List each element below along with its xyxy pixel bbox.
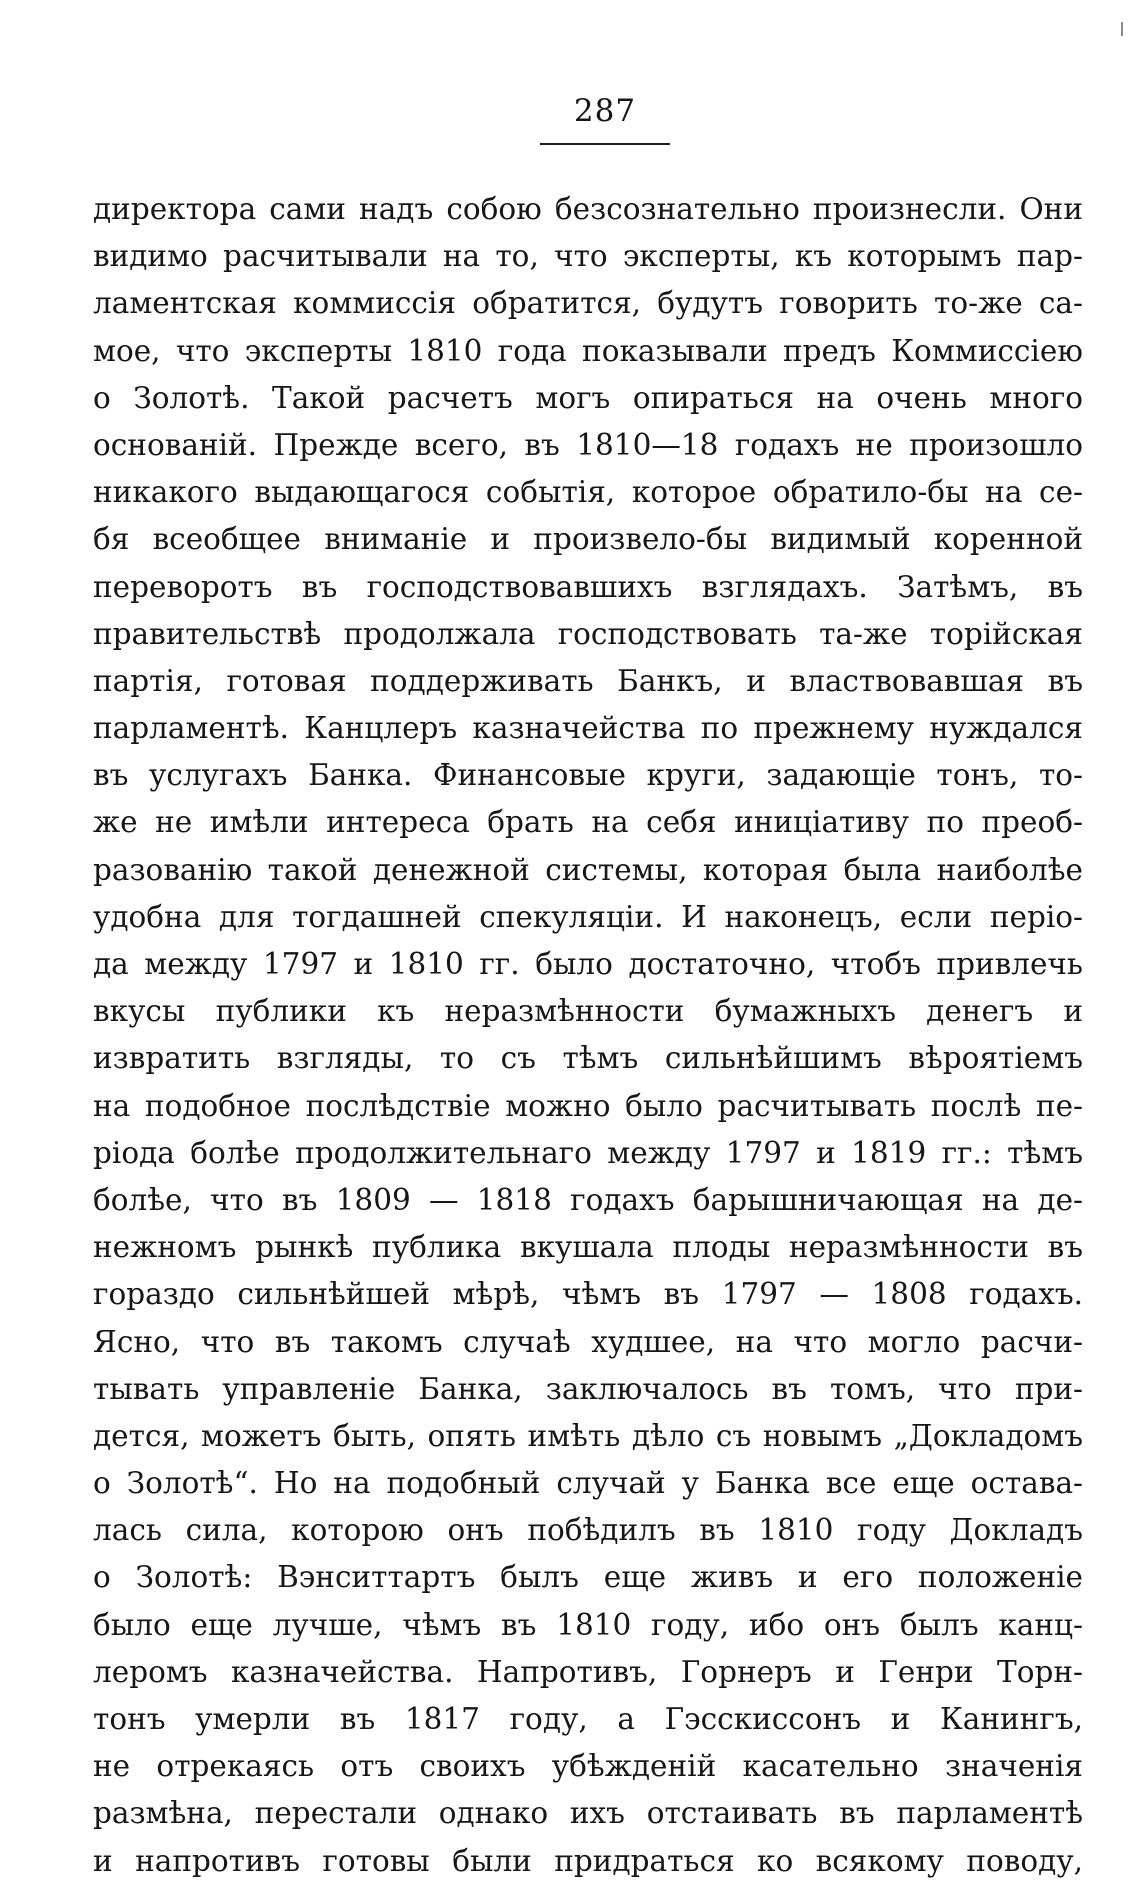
body-text <box>93 186 1083 1885</box>
text-line: же не имѣли интереса брать на себя иниціативу по преоб- <box>93 805 1083 840</box>
text-line: парламентѣ. Канцлеръ казначейства по прежнему нуждался <box>93 711 1083 746</box>
text-line: директора сами надъ собою безсознательно произнесли. Они <box>93 192 1083 226</box>
text-line: размѣна, перестали однако ихъ отстаивать въ парламентѣ <box>93 1796 1083 1831</box>
text-line: дется, можетъ быть, опять имѣть дѣло съ новымъ „Докладомъ <box>93 1418 1083 1453</box>
text-line: Ясно, что въ такомъ случаѣ худшее, на что могло расчи- <box>93 1324 1083 1359</box>
text-line: извратить взгляды, то съ тѣмъ сильнѣйшимъ вѣроятіемъ <box>93 1041 1083 1076</box>
text-line: партія, готовая поддерживать Банкъ, и властвовавшая въ <box>93 663 1083 698</box>
page-number-rule <box>540 143 670 145</box>
text-line: въ услугахъ Банка. Финансовые круги, задающіе тонъ, то- <box>93 758 1083 793</box>
text-line: разованію такой денежной системы, которая была наиболѣе <box>93 852 1083 887</box>
text-line: нежномъ рынкѣ публика вкушала плоды неразмѣнности въ <box>93 1230 1083 1265</box>
text-line: тывать управленіе Банка, заключалось въ томъ, что при- <box>93 1371 1083 1406</box>
text-line: о Золотѣ. Такой расчетъ могъ опираться на очень много <box>93 380 1083 415</box>
text-line: было еще лучше, чѣмъ въ 1810 году, ибо онъ былъ канц- <box>93 1607 1083 1642</box>
text-line: бя всеобщее вниманіе и произвело-бы видимый коренной <box>93 522 1083 557</box>
text-line: мое, что эксперты 1810 года показывали предъ Коммиссіею <box>93 333 1083 368</box>
text-line: да между 1797 и 1810 гг. было достаточно, чтобъ привлечь <box>93 947 1083 981</box>
page-number: 287 <box>573 93 637 129</box>
text-line: тонъ умерли въ 1817 году, а Гэсскиссонъ и Канингъ, <box>93 1702 1083 1736</box>
text-line: не отрекаясь отъ своихъ убѣжденій касательно значенія <box>93 1749 1083 1784</box>
text-line: видимо расчитывали на то, что эксперты, къ которымъ пар- <box>93 239 1083 274</box>
text-line: на подобное послѣдствіе можно было расчитывать послѣ пе- <box>93 1088 1083 1123</box>
text-line: переворотъ въ господствовавшихъ взглядахъ. Затѣмъ, въ <box>93 569 1083 604</box>
text-line: о Золотѣ: Вэнситтартъ былъ еще живъ и его положеніе <box>93 1560 1083 1595</box>
text-line: лась сила, которою онъ побѣдилъ въ 1810 году Докладъ <box>93 1513 1083 1548</box>
text-line: ламентская коммиссія обратится, будутъ говорить то-же са- <box>93 286 1083 321</box>
text-line: никакого выдающагося событія, которое обратило-бы на се- <box>93 475 1083 510</box>
text-line: основаній. Прежде всего, въ 1810—18 годахъ не произошло <box>93 427 1083 462</box>
text-line: ріода болѣе продолжительнаго между 1797 и 1819 гг.: тѣмъ <box>93 1135 1083 1170</box>
text-line: и напротивъ готовы были придраться ко всякому поводу, <box>93 1843 1083 1878</box>
text-line: болѣе, что въ 1809 — 1818 годахъ барышничающая на де- <box>93 1182 1083 1217</box>
text-line: вкусы публики къ неразмѣнности бумажныхъ денегъ и <box>93 994 1083 1029</box>
text-line: леромъ казначейства. Напротивъ, Горнеръ и Генри Торн- <box>93 1654 1083 1689</box>
text-line: удобна для тогдашней спекуляціи. И наконецъ, если періо- <box>93 899 1083 934</box>
text-line: гораздо сильнѣйшей мѣрѣ, чѣмъ въ 1797 — 1808 годахъ. <box>93 1277 1083 1312</box>
text-line: о Золотѣ“. Но на подобный случай у Банка все еще остава- <box>93 1466 1083 1501</box>
scan-mark <box>1121 22 1123 36</box>
text-line: правительствѣ продолжала господствовать та-же торійская <box>93 616 1083 651</box>
